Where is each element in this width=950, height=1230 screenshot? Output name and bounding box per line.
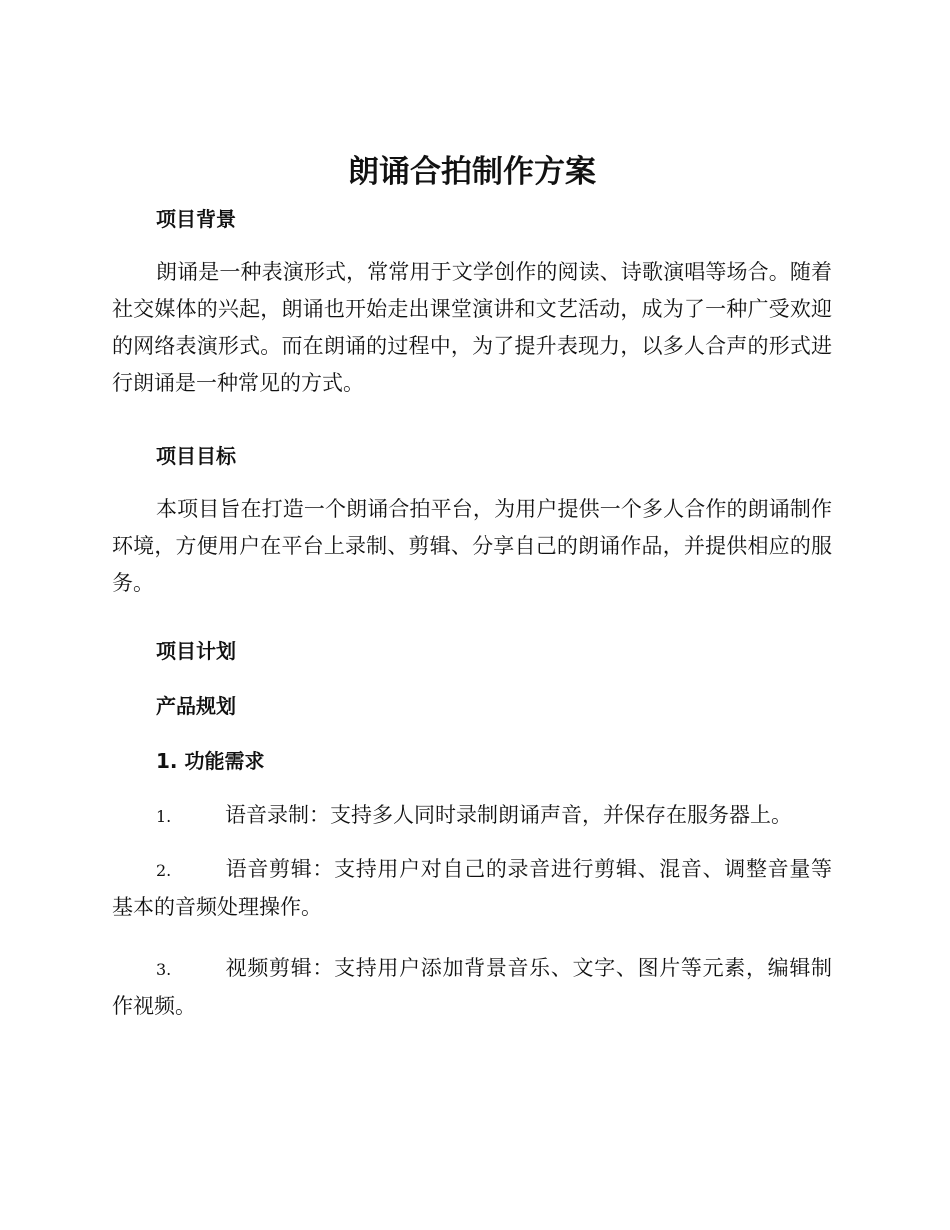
feature-list-item: [112, 797, 832, 835]
section-heading-plan: 项目计划: [156, 639, 236, 663]
document-title: 朗诵合拍制作方案: [348, 154, 596, 190]
feature-text: 视频剪辑：支持用户添加背景音乐、文字、图片等元素，编辑制作视频。: [112, 956, 832, 1018]
section-heading-features: 1. 功能需求: [156, 749, 265, 773]
list-number: 3.: [156, 960, 172, 979]
list-number: 1.: [156, 807, 172, 826]
section-heading-goal: 项目目标: [156, 444, 236, 468]
section-heading-background: 项目背景: [156, 207, 236, 231]
feature-text: 语音剪辑：支持用户对自己的录音进行剪辑、混音、调整音量等基本的音频处理操作。: [112, 857, 832, 919]
background-paragraph: 朗诵是一种表演形式，常常用于文学创作的阅读、诗歌演唱等场合。随着社交媒体的兴起，朗诵也开始走出课堂演讲和文艺活动，成为了一种广受欢迎的网络表演形式。而在朗诵的过程中，为了提升表现力，以多人合声的形式进行朗诵是一种常见的方式。: [112, 260, 832, 395]
feature-text: 语音录制：支持多人同时录制朗诵声音，并保存在服务器上。: [225, 803, 792, 827]
section-heading-product: 产品规划: [156, 694, 236, 718]
list-number: 2.: [156, 861, 172, 880]
feature-list-item: [112, 950, 832, 1025]
goal-paragraph: 本项目旨在打造一个朗诵合拍平台，为用户提供一个多人合作的朗诵制作环境，方便用户在平台上录制、剪辑、分享自己的朗诵作品，并提供相应的服务。: [112, 497, 832, 595]
feature-list-item: [112, 851, 832, 926]
